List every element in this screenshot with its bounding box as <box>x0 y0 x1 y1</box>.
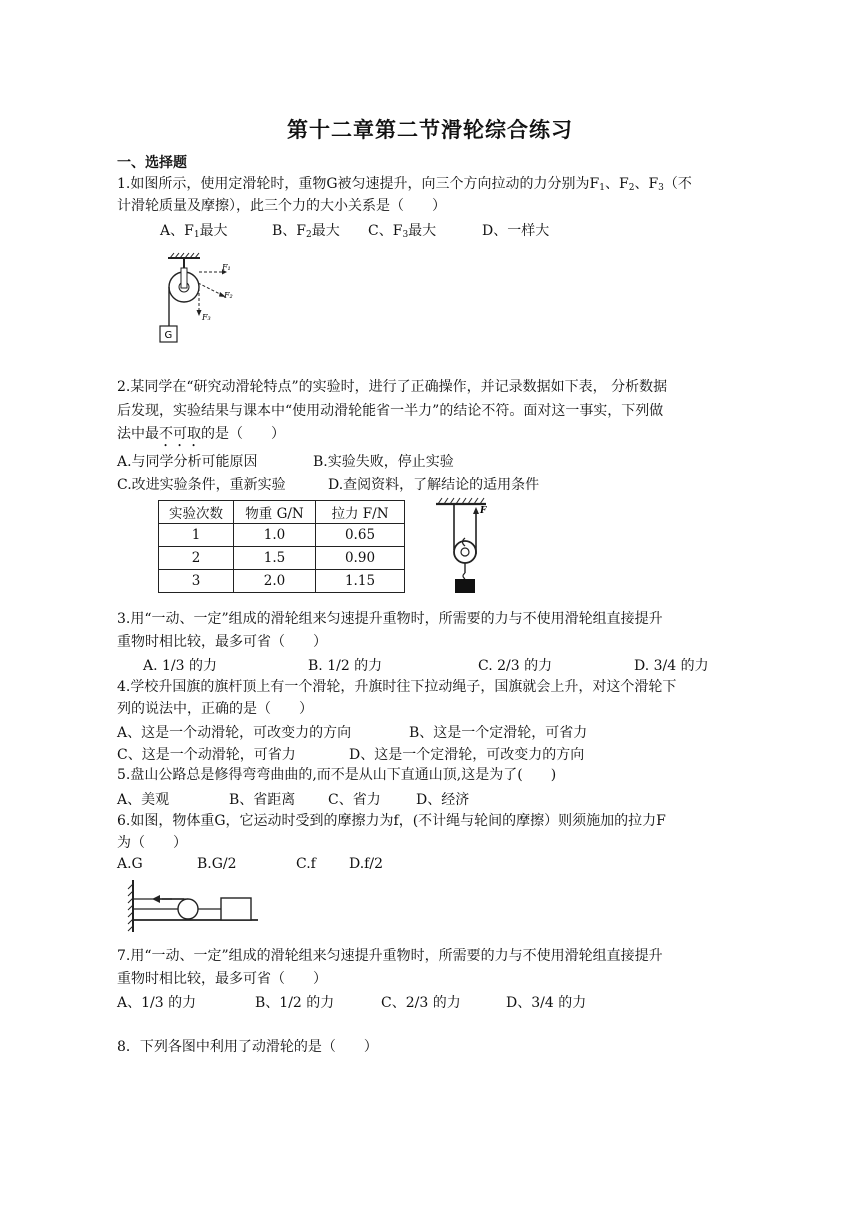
table-row <box>159 547 405 570</box>
q6-option-b[interactable]: B.G/2 <box>197 856 237 872</box>
q1-fig-f2-label: F₂ <box>224 291 233 300</box>
q3-option-d[interactable]: D. 3/4 的力 <box>634 658 709 674</box>
q3-stem-line2: 重物时相比较，最多可省（ ） <box>117 634 327 650</box>
q1-stem-line2: 计滑轮质量及摩擦），此三个力的大小关系是（ ） <box>117 198 446 214</box>
q4-stem-line2: 列的说法中，正确的是（ ） <box>117 701 313 717</box>
q7-option-b[interactable]: B、1/2 的力 <box>255 995 335 1011</box>
q1-fixed-pulley-figure <box>150 250 250 346</box>
q2-option-a[interactable]: A.与同学分析可能原因 <box>117 454 258 470</box>
q1-fig-g-label: G <box>164 330 173 341</box>
q4-option-b[interactable]: B、这是一个定滑轮，可省力 <box>409 725 588 741</box>
page-title: 第十二章第二节滑轮综合练习 <box>287 118 573 142</box>
q5-option-a[interactable]: A、美观 <box>117 792 170 808</box>
q5-option-d[interactable]: D、经济 <box>416 792 470 808</box>
q4-option-c[interactable]: C、这是一个动滑轮，可省力 <box>117 747 296 763</box>
q6-stem-line2: 为（ ） <box>117 835 187 851</box>
table-cell: 1.5 <box>234 547 316 570</box>
q2-movable-pulley-figure <box>430 494 500 602</box>
q7-option-a[interactable]: A、1/3 的力 <box>117 995 197 1011</box>
table-cell: 2.0 <box>234 570 316 593</box>
q6-option-a[interactable]: A.G <box>117 856 143 872</box>
q2-option-c[interactable]: C.改进实验条件，重新实验 <box>117 477 286 493</box>
q2-option-d[interactable]: D.查阅资料，了解结论的适用条件 <box>328 477 540 493</box>
q3-option-c[interactable]: C. 2/3 的力 <box>478 658 553 674</box>
q1-fig-f1-label: F₁ <box>222 263 231 272</box>
table-row <box>159 570 405 593</box>
table-cell: 1.0 <box>234 524 316 547</box>
table-header-row <box>159 501 405 524</box>
q5-option-c[interactable]: C、省力 <box>328 792 381 808</box>
q5-stem-line1: 5.盘山公路总是修得弯弯曲曲的,而不是从山下直通山顶,这是为了( ) <box>117 767 557 783</box>
q2-fig-f-label: F <box>480 506 487 516</box>
q3-option-a[interactable]: A. 1/3 的力 <box>143 658 217 674</box>
q2-stem-line1: 2.某同学在“研究动滑轮特点”的实验时，进行了正确操作，并记录数据如下表， 分析数据 <box>117 379 668 395</box>
q7-stem-line1: 7.用“一动、一定”组成的滑轮组来匀速提升重物时，所需要的力与不使用滑轮组直接提升 <box>117 948 663 964</box>
q6-option-c[interactable]: C.f <box>296 856 316 872</box>
table-cell: 0.65 <box>316 524 405 547</box>
q1-option-d[interactable]: D、一样大 <box>482 223 550 239</box>
q4-option-d[interactable]: D、这是一个定滑轮，可改变力的方向 <box>349 747 585 763</box>
q3-stem-line1: 3.用“一动、一定”组成的滑轮组来匀速提升重物时，所需要的力与不使用滑轮组直接提升 <box>117 611 663 627</box>
q2-stem-line2: 后发现，实验结果与课本中“使用动滑轮能省一半力”的结论不符。面对这一事实，下列做 <box>117 403 664 419</box>
q6-horizontal-pulley-figure <box>124 878 264 934</box>
q5-option-b[interactable]: B、省距离 <box>229 792 296 808</box>
table-header-cell: 物重 G/N <box>234 501 316 524</box>
table-row <box>159 524 405 547</box>
q4-stem-line1: 4.学校升国旗的旗杆顶上有一个滑轮，升旗时往下拉动绳子，国旗就会上升，对这个滑轮下 <box>117 679 677 695</box>
q2-data-table <box>158 500 405 593</box>
q6-option-d[interactable]: D.f/2 <box>349 856 383 872</box>
table-cell: 1 <box>159 524 234 547</box>
q1-stem-line1: 1.如图所示，使用定滑轮时，重物G被匀速提升，向三个方向拉动的力分别为$F_1$、$F_2$、$F_3$（不 <box>117 176 692 193</box>
table-cell: 3 <box>159 570 234 593</box>
table-cell: 0.90 <box>316 547 405 570</box>
q4-option-a[interactable]: A、这是一个动滑轮，可改变力的方向 <box>117 725 352 741</box>
section-heading: 一、选择题 <box>117 155 187 171</box>
q1-fig-f3-label: F₃ <box>202 313 211 322</box>
table-cell: 2 <box>159 547 234 570</box>
q3-option-b[interactable]: B. 1/2 的力 <box>308 658 383 674</box>
q1-option-b[interactable]: B、$F_2$最大 <box>272 223 340 240</box>
q6-stem-line1: 6.如图，物体重G，它运动时受到的摩擦力为f，(不计绳与轮间的摩擦）则须施加的拉力F <box>117 813 666 829</box>
q2-option-b[interactable]: B.实验失败，停止实验 <box>313 454 454 470</box>
table-header-cell: 拉力 F/N <box>316 501 405 524</box>
q8-stem-line1: 8．下列各图中利用了动滑轮的是（ ） <box>117 1039 378 1055</box>
table-header-cell: 实验次数 <box>159 501 234 524</box>
q7-option-d[interactable]: D、3/4 的力 <box>506 995 587 1011</box>
q1-option-a[interactable]: A、$F_1$最大 <box>160 223 228 240</box>
q7-stem-line2: 重物时相比较，最多可省（ ） <box>117 971 327 987</box>
table-cell: 1.15 <box>316 570 405 593</box>
q1-option-c[interactable]: C、$F_3$最大 <box>368 223 437 240</box>
q7-option-c[interactable]: C、2/3 的力 <box>381 995 461 1011</box>
q2-stem-line3: 法中最不可取的是（ ） <box>117 426 285 442</box>
